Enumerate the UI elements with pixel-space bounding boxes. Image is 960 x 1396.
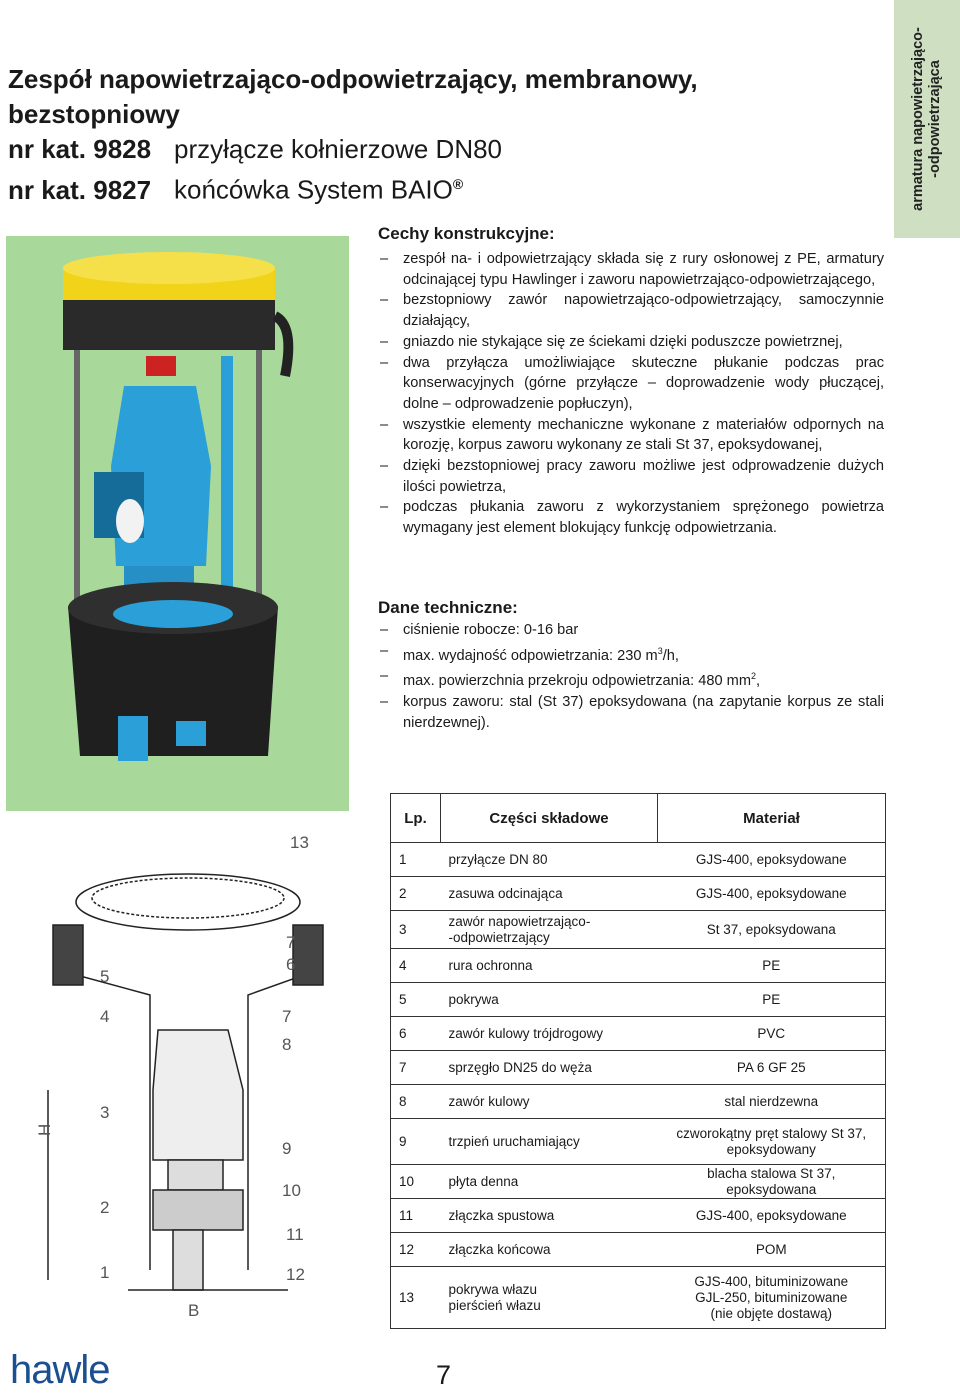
list-item: – podczas płukania zaworu z wykorzystaniem sprężonego powietrza wymagany jest element blokujący funkcję odpowietrzania. xyxy=(378,497,884,538)
table-cell-name: sprzęgło DN25 do węża xyxy=(441,1051,658,1085)
list-item: – wszystkie elementy mechaniczne wykonane z materiałów odpornych na korozję, korpus zaworu wykonany ze stali St 37, epoksydowanej, xyxy=(378,415,884,456)
callout-label: 5 xyxy=(100,967,110,986)
table-cell-name: pokrywa włazu pierścień włazu xyxy=(441,1267,658,1329)
list-item: – korpus zaworu: stal (St 37) epoksydowana (na zapytanie korpus ze stali nierdzewnej). xyxy=(378,692,884,733)
valve-assembly-illustration xyxy=(6,236,349,811)
table-cell-mat: stal nierdzewna xyxy=(658,1085,886,1119)
superscript: 2 xyxy=(750,671,756,682)
technical-drawing xyxy=(35,830,338,1330)
callout-label: 13 xyxy=(290,833,309,852)
dimension-h-label: H xyxy=(35,1123,54,1136)
table-cell-name: pokrywa xyxy=(441,983,658,1017)
technical-heading: Dane techniczne: xyxy=(378,598,518,617)
column-header: Lp. xyxy=(391,794,441,843)
table-cell-mat: PE xyxy=(658,949,886,983)
table-cell-lp: 12 xyxy=(391,1233,441,1267)
table-cell-lp: 5 xyxy=(391,983,441,1017)
table-row xyxy=(391,1017,886,1051)
table-row xyxy=(391,1267,886,1329)
table-cell-lp: 9 xyxy=(391,1119,441,1165)
list-item xyxy=(378,641,884,667)
dimension-b-label: B xyxy=(188,1301,200,1320)
item-text: max. powierzchnia przekroju odpowietrzania: 480 mm xyxy=(403,673,751,690)
table-cell-name: trzpień uruchamiający xyxy=(441,1119,658,1165)
table-header-row xyxy=(391,794,886,843)
table-cell-mat: GJS-400, epoksydowane xyxy=(658,1199,886,1233)
table-cell-name: przyłącze DN 80 xyxy=(441,843,658,877)
callout-label: 8 xyxy=(282,1035,292,1054)
category-label xyxy=(910,27,944,211)
table-cell-name: zawór kulowy xyxy=(441,1085,658,1119)
page-title xyxy=(8,62,848,208)
list-item: – dzięki bezstopniowej pracy zaworu możliwe jest odprowadzenie dużych ilości powietrza, xyxy=(378,456,884,497)
catalog-desc: przyłącze kołnierzowe DN80 xyxy=(174,134,503,164)
table-cell-name: rura ochronna xyxy=(441,949,658,983)
table-cell-mat: POM xyxy=(658,1233,886,1267)
callout-label: 9 xyxy=(282,1139,292,1158)
table-cell-lp: 6 xyxy=(391,1017,441,1051)
table-cell-mat: czworokątny pręt stalowy St 37, epoksydowany xyxy=(658,1119,886,1165)
list-item: – gniazdo nie stykające się ze ściekami dzięki poduszcze powietrznej, xyxy=(378,332,884,353)
table-cell-mat: GJS-400, epoksydowane xyxy=(658,843,886,877)
title-line-1: Zespół napowietrzająco-odpowietrzający, membranowy, xyxy=(8,64,698,94)
table-cell-lp: 8 xyxy=(391,1085,441,1119)
table-cell-lp: 1 xyxy=(391,843,441,877)
list-item: – zespół na- i odpowietrzający składa się z rury osłonowej z PE, armatury odcinającej typu Hawlinger i zaworu napowietrzająco-odpowietrzającego, xyxy=(378,249,884,290)
table-cell-name: złączka spustowa xyxy=(441,1199,658,1233)
product-photo xyxy=(6,236,349,811)
page-number: 7 xyxy=(436,1360,452,1390)
item-text: /h, xyxy=(662,647,679,664)
item-text: , xyxy=(756,673,761,690)
table-row xyxy=(391,1165,886,1199)
table-row xyxy=(391,1233,886,1267)
table-cell-name: złączka końcowa xyxy=(441,1233,658,1267)
category-label-line1: armatura napowietrzająco- xyxy=(910,27,926,211)
callout-label: 4 xyxy=(100,1007,110,1026)
column-header: Materiał xyxy=(658,794,886,843)
callout-label: 6 xyxy=(286,955,296,974)
table-cell-lp: 4 xyxy=(391,949,441,983)
catalog-desc: końcówka System BAIO xyxy=(174,174,453,205)
callout-label: 1 xyxy=(100,1263,110,1282)
list-item xyxy=(378,666,884,692)
catalog-line-9827 xyxy=(8,167,848,208)
table-cell-lp: 13 xyxy=(391,1267,441,1329)
table-row xyxy=(391,983,886,1017)
table-cell-mat: blacha stalowa St 37, epoksydowana xyxy=(658,1165,886,1199)
technical-list xyxy=(378,620,884,733)
table-row xyxy=(391,1199,886,1233)
table-row xyxy=(391,843,886,877)
list-item: – dwa przyłącza umożliwiające skuteczne płukanie podczas prac konserwacyjnych (górne przyłącze – doprowadzenie wody płuczącej, dolne – odprowadzenie popłuczyn), xyxy=(378,353,884,415)
table-cell-name: zawór kulowy trójdrogowy xyxy=(441,1017,658,1051)
item-text: max. wydajność odpowietrzania: 230 m xyxy=(403,647,658,664)
table-cell-mat: St 37, epoksydowana xyxy=(658,911,886,949)
features-list xyxy=(378,249,884,539)
table-row xyxy=(391,1085,886,1119)
callout-label: 7 xyxy=(282,1007,292,1026)
callout-label: 11 xyxy=(286,1225,304,1244)
parts-table xyxy=(390,793,886,1329)
registered-mark: ® xyxy=(452,176,464,192)
table-row xyxy=(391,877,886,911)
category-side-tab xyxy=(894,0,960,238)
cross-section-drawing xyxy=(35,830,338,1330)
table-row xyxy=(391,911,886,949)
table-cell-name: zawór napowietrzająco- -odpowietrzający xyxy=(441,911,658,949)
hawle-logo: hawle xyxy=(10,1348,110,1392)
title-line-2: bezstopniowy xyxy=(8,99,180,129)
table-cell-mat: PVC xyxy=(658,1017,886,1051)
table-row xyxy=(391,1051,886,1085)
list-item: – ciśnienie robocze: 0-16 bar xyxy=(378,620,884,641)
table-cell-mat: PA 6 GF 25 xyxy=(658,1051,886,1085)
catalog-number: nr kat. 9828 xyxy=(8,134,152,164)
callout-label: 3 xyxy=(100,1103,110,1122)
table-cell-mat: GJS-400, epoksydowane xyxy=(658,877,886,911)
table-cell-lp: 11 xyxy=(391,1199,441,1233)
table-cell-lp: 3 xyxy=(391,911,441,949)
table-cell-lp: 10 xyxy=(391,1165,441,1199)
catalog-number: nr kat. 9827 xyxy=(8,174,152,205)
category-label-line2: -odpowietrzająca xyxy=(927,60,943,178)
list-item: – bezstopniowy zawór napowietrzająco-odpowietrzający, samoczynnie działający, xyxy=(378,290,884,331)
table-cell-mat: GJS-400, bituminizowane GJL-250, bituminizowane (nie objęte dostawą) xyxy=(658,1267,886,1329)
superscript: 3 xyxy=(657,645,663,656)
callout-label: 7 xyxy=(286,933,296,952)
table-row xyxy=(391,1119,886,1165)
table-cell-name: zasuwa odcinająca xyxy=(441,877,658,911)
column-header: Części składowe xyxy=(441,794,658,843)
table-cell-lp: 2 xyxy=(391,877,441,911)
features-heading: Cechy konstrukcyjne: xyxy=(378,224,555,243)
table-cell-mat: PE xyxy=(658,983,886,1017)
table-cell-lp: 7 xyxy=(391,1051,441,1085)
callout-label: 10 xyxy=(282,1181,301,1200)
callout-label: 2 xyxy=(100,1198,110,1217)
parts-table-body xyxy=(391,843,886,1329)
catalog-line-9828 xyxy=(8,132,848,167)
table-cell-name: płyta denna xyxy=(441,1165,658,1199)
table-row xyxy=(391,949,886,983)
callout-label: 12 xyxy=(286,1265,305,1284)
